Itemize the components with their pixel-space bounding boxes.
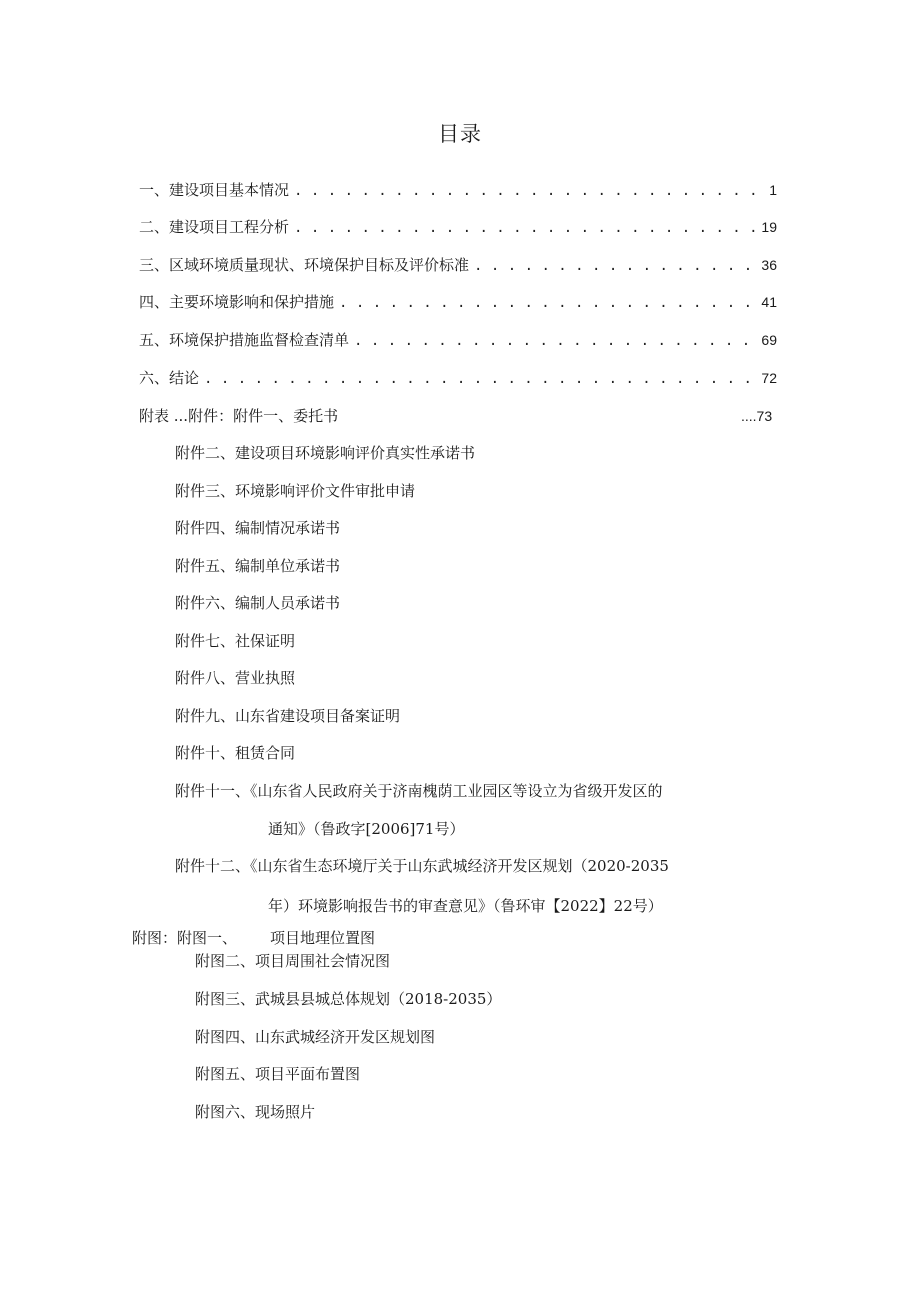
toc-entry[interactable] — [139, 330, 777, 351]
toc-label: 五、环境保护措施监督检查清单 — [139, 331, 350, 349]
appendix-prefix: 附表 ...附件： — [139, 407, 234, 425]
figures-prefix: 附图：附图一、 — [132, 929, 238, 947]
toc-label: 一、建设项目基本情况 — [139, 181, 290, 199]
toc-page-number: 36 — [761, 257, 777, 273]
toc-page-number: 41 — [761, 294, 777, 310]
figure-item[interactable]: 附图五、项目平面布置图 — [195, 1065, 361, 1083]
attachment-item[interactable]: 附件五、编制单位承诺书 — [175, 557, 341, 575]
attachment-item[interactable]: 附件二、建设项目环境影响评价真实性承诺书 — [175, 444, 476, 462]
attachment-item[interactable]: 附件四、编制情况承诺书 — [175, 519, 341, 537]
attachment-item[interactable]: 附件六、编制人员承诺书 — [175, 594, 341, 612]
appendix-line[interactable] — [139, 406, 338, 426]
attachment-item[interactable]: 附件七、社保证明 — [175, 632, 296, 650]
toc-entry[interactable] — [139, 180, 777, 201]
toc-label: 六、结论 — [139, 369, 200, 387]
toc-page-number: 72 — [761, 370, 777, 386]
toc-entry[interactable] — [139, 292, 777, 313]
toc-page-number: 1 — [769, 182, 777, 198]
appendix-page-number: ....73 — [741, 408, 773, 424]
toc-entry[interactable] — [139, 368, 777, 389]
page-title: 目录 — [438, 122, 482, 146]
toc-label: 二、建设项目工程分析 — [139, 218, 290, 236]
figure-item[interactable]: 附图四、山东武城经济开发区规划图 — [195, 1028, 436, 1046]
toc-page-number: 69 — [761, 332, 777, 348]
dot-leader — [294, 181, 764, 201]
attachment-item[interactable]: 附件十、租赁合同 — [175, 744, 296, 762]
toc-entry[interactable] — [139, 217, 777, 238]
toc-page-number: 19 — [761, 219, 777, 235]
attachment-1: 附件一、委托书 — [233, 407, 339, 425]
toc-entry[interactable] — [139, 255, 777, 276]
dot-leader — [354, 331, 756, 351]
figure-1[interactable]: 项目地理位置图 — [270, 929, 376, 947]
attachment-11-line2: 通知》（鲁政字[2006]71号） — [268, 820, 465, 838]
toc-label: 四、主要环境影响和保护措施 — [139, 293, 335, 311]
figure-item[interactable]: 附图二、项目周围社会情况图 — [195, 952, 391, 970]
dot-leader — [294, 218, 756, 238]
attachment-12-line2: 年）环境影响报告书的审查意见》（鲁环审【2022】22号） — [268, 897, 663, 915]
attachment-12-line1[interactable]: 附件十二、《山东省生态环境厅关于山东武城经济开发区规划（2020-2035 — [175, 857, 669, 875]
toc-label: 三、区域环境质量现状、环境保护目标及评价标准 — [139, 256, 470, 274]
attachment-item[interactable]: 附件三、环境影响评价文件审批申请 — [175, 482, 416, 500]
attachment-item[interactable]: 附件九、山东省建设项目备案证明 — [175, 707, 401, 725]
dot-leader — [339, 293, 756, 313]
figure-item[interactable]: 附图六、现场照片 — [195, 1103, 316, 1121]
dot-leader — [204, 369, 756, 389]
dot-leader — [474, 256, 756, 276]
attachment-item[interactable]: 附件八、营业执照 — [175, 669, 296, 687]
attachment-11-line1[interactable]: 附件十一、《山东省人民政府关于济南槐荫工业园区等设立为省级开发区的 — [175, 782, 663, 800]
figure-item[interactable]: 附图三、武城县县城总体规划（2018-2035） — [195, 990, 502, 1008]
